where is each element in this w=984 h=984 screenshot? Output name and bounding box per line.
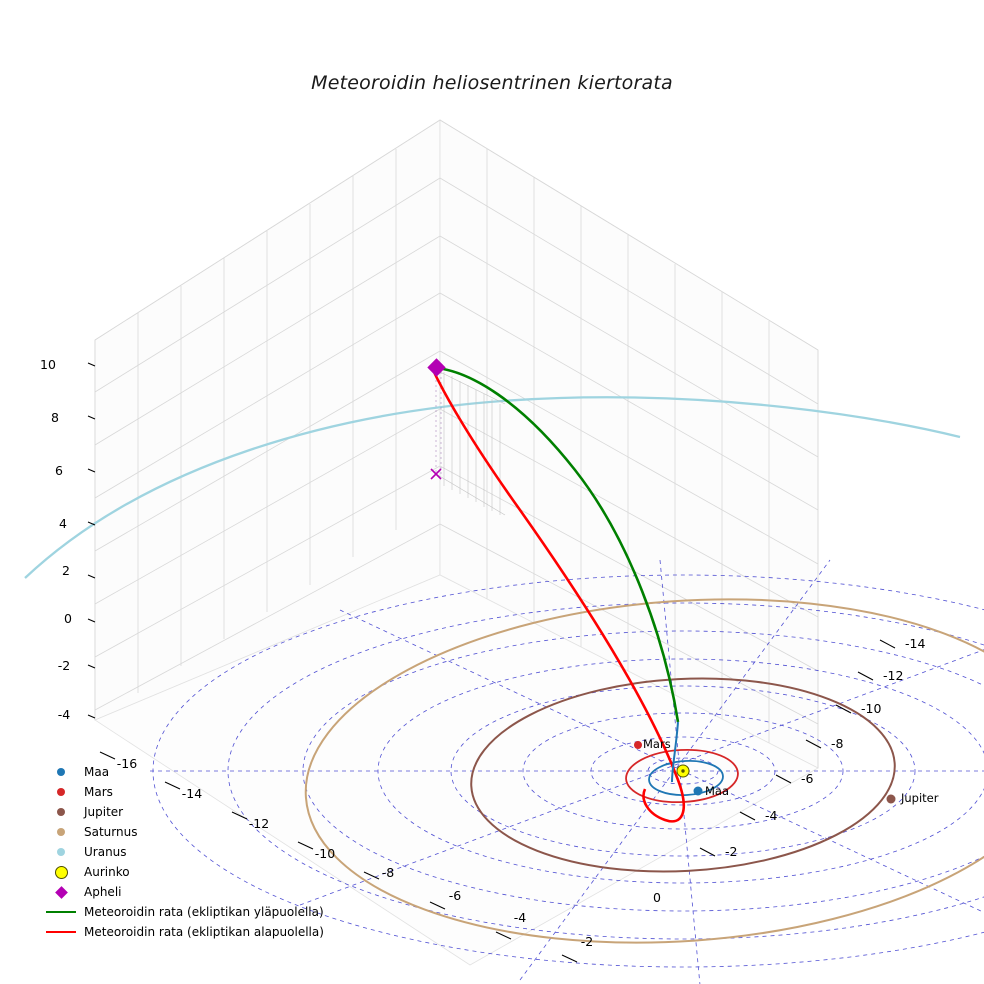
x-tick-neg10: -10 (314, 846, 336, 861)
z-tick-10: 10 (40, 357, 56, 372)
x-tick-neg12: -12 (248, 816, 270, 831)
legend-label-trajectory-above: Meteoroidin rata (ekliptikan yläpuolella) (84, 905, 324, 919)
legend-item-apheli[interactable] (44, 882, 354, 902)
z-tick-8: 8 (51, 410, 59, 425)
label-maa: Maa (705, 784, 730, 798)
x-tick-neg8: -8 (381, 865, 395, 880)
mars-dot-icon (44, 782, 78, 802)
marker-maa (694, 787, 703, 796)
maa-dot-icon (44, 762, 78, 782)
legend-item-mars[interactable] (44, 782, 354, 802)
y-tick-neg2: -2 (725, 844, 738, 859)
label-jupiter: Jupiter (901, 791, 939, 805)
marker-jupiter (887, 795, 896, 804)
legend-label-maa: Maa (84, 765, 110, 779)
marker-mars (634, 741, 642, 749)
red-line-icon (44, 922, 78, 942)
legend-item-aurinko[interactable] (44, 862, 354, 882)
legend-label-aurinko: Aurinko (84, 865, 130, 879)
z-tick-2: 2 (62, 563, 70, 578)
x-tick-neg6: -6 (448, 888, 462, 903)
z-tick-neg4: -4 (57, 707, 71, 722)
y-tick-neg12: -12 (883, 668, 904, 683)
x-tick-neg2: -2 (580, 934, 594, 949)
legend-label-jupiter: Jupiter (84, 805, 124, 819)
z-tick-neg2: -2 (57, 658, 71, 673)
saturnus-dot-icon (44, 822, 78, 842)
legend-label-mars: Mars (84, 785, 113, 799)
y-tick-neg8: -8 (831, 736, 844, 751)
legend-item-jupiter[interactable] (44, 802, 354, 822)
y-tick-neg6: -6 (801, 771, 814, 786)
x-tick-neg14: -14 (181, 786, 203, 801)
aurinko-dot-icon (44, 862, 78, 882)
y-tick-neg10: -10 (861, 701, 882, 716)
uranus-dot-icon (44, 842, 78, 862)
legend-item-maa[interactable] (44, 762, 354, 782)
legend-label-saturnus: Saturnus (84, 825, 138, 839)
green-line-icon (44, 902, 78, 922)
y-tick-neg14: -14 (905, 636, 926, 651)
z-tick-6: 6 (55, 463, 63, 478)
legend-item-uranus[interactable] (44, 842, 354, 862)
z-tick-4: 4 (59, 516, 67, 531)
legend-label-trajectory-below: Meteoroidin rata (ekliptikan alapuolella) (84, 925, 324, 939)
legend-label-apheli: Apheli (84, 885, 122, 899)
legend-item-trajectory-above[interactable] (44, 902, 354, 922)
x-tick-neg4: -4 (513, 910, 527, 925)
legend (44, 762, 354, 942)
legend-label-uranus: Uranus (84, 845, 127, 859)
apheli-diamond-icon (44, 882, 78, 902)
chart-title: Meteoroidin heliosentrinen kiertorata (311, 72, 673, 94)
x-tick-neg16: -16 (116, 756, 138, 771)
marker-aurinko (677, 765, 689, 777)
z-tick-0: 0 (64, 611, 72, 626)
z-axis (88, 363, 95, 718)
x-tick-0: 0 (653, 890, 661, 905)
legend-item-saturnus[interactable] (44, 822, 354, 842)
jupiter-dot-icon (44, 802, 78, 822)
label-mars: Mars (643, 737, 671, 751)
y-tick-neg4: -4 (765, 808, 778, 823)
legend-item-trajectory-below[interactable] (44, 922, 354, 942)
